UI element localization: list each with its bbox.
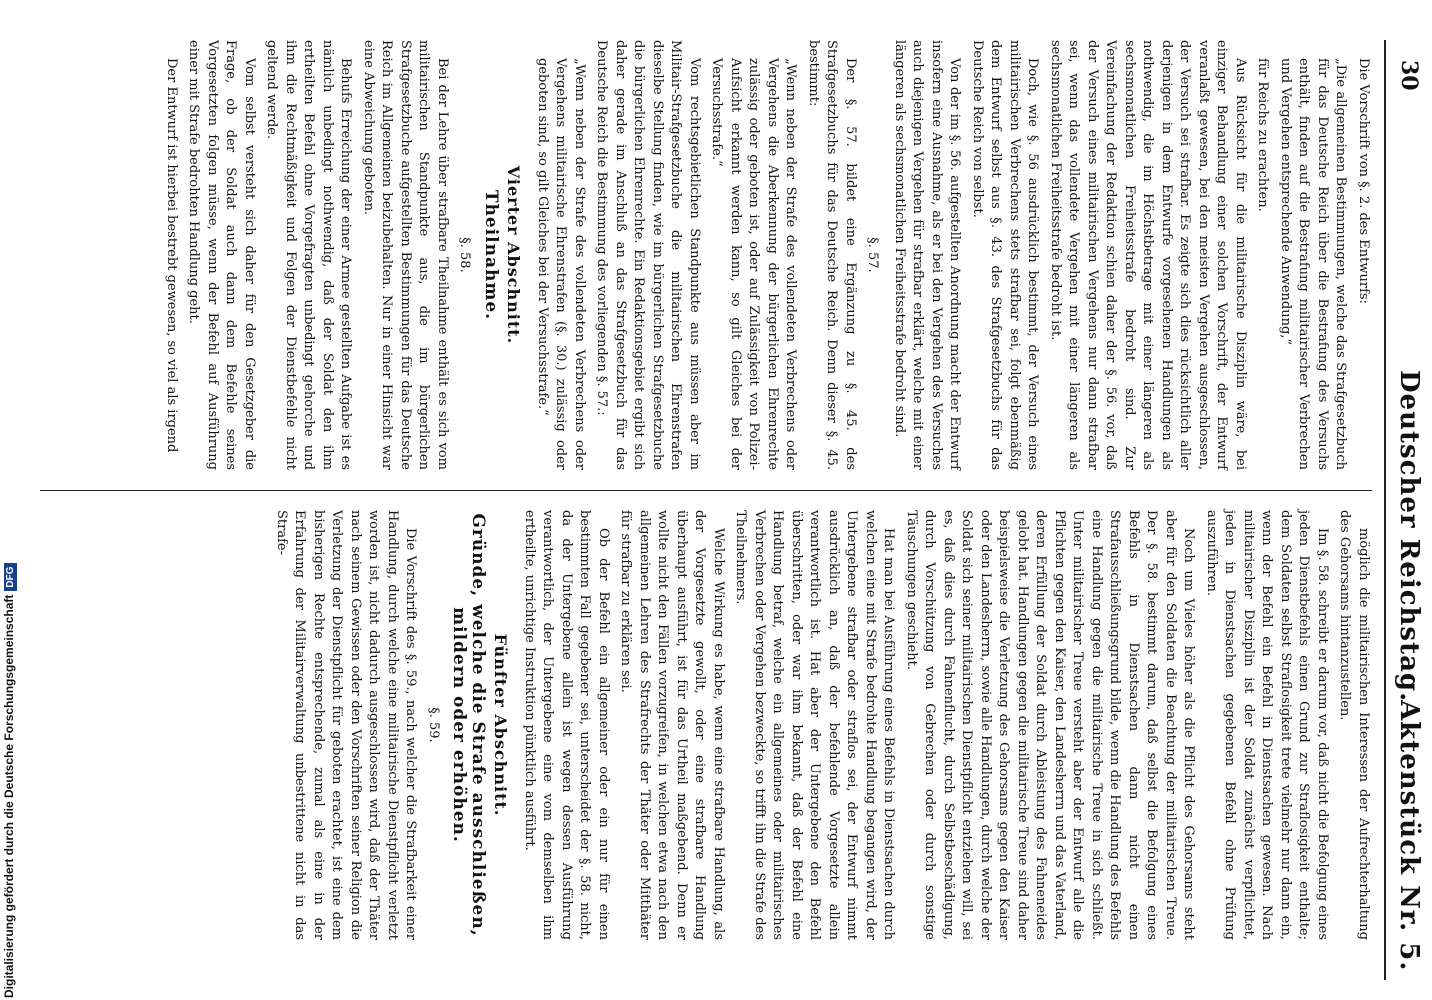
part-heading: Vierter Abschnitt. [504,165,524,345]
part-subheading: Theilnahme. [481,189,501,321]
document-reference: Aktenstück Nr. 5. [1394,700,1424,972]
section-heading: §. 57. [865,237,881,273]
right-column [268,510,1373,940]
paragraph: Vom selbst versteht sich daher für den Gesetzgeber die Frage, ob der Soldat auch dann dem Befehle seines Vorgesetzten folgen müsse, wenn der Befehl auf Ausführung einer mit Strafe bedrohten Handlung geht. [186,40,257,470]
paragraph: Die Vorschrift des §. 59., nach welcher die Strafbarkeit einer Handlung, durch welche eine militairische Dienstpflicht verletzt worden ist, nicht dadurch ausgeschlossen wird, daß der Thäter nach seinem Gewissen oder den Vorschriften seiner Religion die Verletzung der Dienstpflicht für geboten erachtet, ist eine dem bisherigen Rechte entsprechende, zumal als eine in der Erfahrung der Militairverwaltung unbestrittene nicht in das Strafe- [274,510,419,940]
paragraph: Vom rechtsgebietlichen Standpunkte aus müssen aber im Militair-Strafgesetzbuche die militairischen Ehrenstrafen dieselbe Stellung finden, wie im bürgerlichen Strafgesetzbuche die bürgerlichen Ehrenrechte. Ein Redaktionsgebiet ergibt sich daher gerade im Anschluß an das Strafgesetzbuch für das Deutsche Reich die Bestimmung des vorliegenden §. 57.: [594,40,702,470]
paragraph: Hat man bei Ausführung eines Befehls in Dienstsachen durch welchen eine mit Strafe bedrohte Handlung begangen wird, der Untergebene strafbar oder straflos sei, der Entwurf nimmt ausdrücklich an, daß der befehlende Vorgesetzte allein verantwortlich ist. Hat aber der Untergebene den Befehl überschritten, oder war ihm bekannt, daß der Befehl eine Handlung betraf, welche ein allgemeines oder militairisches Verbrechen oder Vergehen bezweckte, so trifft ihn die Strafe des Theilnehmers. [733,510,897,940]
paragraph: Aus Rücksicht für die militairische Disziplin wäre, bei einziger Behandlung einer solchen Vorschrift, der Entwurf veranlaßt gewesen, bei den meisten Vergehen ausgeschlossen, der Versuch sei strafbar. Es zeigte sich dies rücksichtlich aller derjenigen in dem Entwurfe vorgesehenen Handlungen als nothwendig, die im Höchstbetrage mit einer längeren als sechsmonatlichen Freiheitsstrafe bedroht sind. Zur Vereinfachung der Redaktion schien daher der §. 56. vor, daß der Versuch eines militairischen Vergehens nur dann strafbar sei, wenn das vollendete Vergehen mit einer längeren als sechsmonatlichen Freiheitsstrafe bedroht ist. [1048,40,1248,470]
paragraph: Ob der Befehl ein allgemeiner oder ein nur für einen bestimmten Fall gegebener sei, unterscheidet der §. 58. nicht, da der Untergebene allein ist wegen dessen Ausführung verantwortlich, der Untergebene eine vom demselben ihm ertheilte, unrichtige Instruktion pünktlich ausführt. [522,510,611,940]
quote-paragraph: „Wenn neben der Strafe des vollendeten Verbrechens oder Vergehens militairische Ehrenstrafen (§. 30.) zulässig oder geboten sind, so gilt Gleiches bei der Versuchsstrafe.“ [535,58,587,470]
paragraph: Behufs Erreichung der einer Armee gestellten Aufgabe ist es nämlich unbedingt nothwendig, daß der Soldat den ihm ertheilten Befehl ohne Vorgefragten unbedingt gehorche und ihm die Rechtmäßigkeit und Folgen der Dienstbefehle nicht geltend werde. [264,40,354,470]
left-column [158,40,1373,470]
paragraph: Von der im §. 56. aufgestellten Anordnung macht der Entwurf insofern eine Ausnahme, als er bei den Vergehen des Versuches auch diejenigen Vergehen für strafbar erklärt, welche mit einer längeren als sechsmonatlichen Freiheitsstrafe bedroht sind. [892,40,963,470]
quote-paragraph: „Die allgemeinen Bestimmungen, welche das Strafgesetzbuch für das Deutsche Reich über die Bestrafung des Versuchs enthält, finden auf die Bestrafung militairischer Verbrechen und Vergehen entsprechende Anwendung,“ [1278,58,1349,470]
digitization-credit-strip [0,0,22,1000]
section-heading: §. 59. [426,707,441,743]
header-rule [1384,40,1386,980]
paragraph: Die Vorschrift von §. 2. des Entwurfs: [1356,58,1371,304]
part-subheading: Gründe, welche die Strafe ausschließen, mildern oder erhöhen. [449,513,488,937]
paragraph: Noch um Vieles höher als die Pflicht des Gehorsams steht aber für den Soldaten die Beachtung der militairischen Treue. Der §. 58. bestimmt darum, daß selbst die Befolgung eines Befehls in Dienstsachen dann nicht einen Strafausschließungsgrund bilde, wenn die Handlung des Befehls eine Handlung gegen die militairische Treue in sich schließt. Unter militairischer Treue versteht aber der Entwurf alle die Pflichten gegen den Kaiser, den Landesherrn und das Vaterland, deren Erfüllung der Soldat durch Ableistung des Fahneneides gelobt hat. Handlungen gegen die militairische Treue sind daher beispielsweise die Verletzung des Gehorsams gegen den Kaiser oder den Landesherrn, sowie alle Handlungen, durch welche der Soldat sich seiner militairischen Dienstpflicht entziehen will, sei es, daß dies durch Fahnenflucht, durch Selbstbeschädigung, durch Vorschützung von Gebrechen oder durch sonstige Täuschungen geschieht. [904,510,1197,940]
page-title: Deutscher Reichstag. [1394,370,1424,703]
paragraph: Der Entwurf ist hierbei bestrebt gewesen, so viel als irgend [164,58,179,453]
section-heading: §. 58. [457,237,473,273]
paragraph: Bei der Lehre über strafbare Theilnahme enthält es sich vom militairischen Standpunkte aus, die im bürgerlichen Strafgesetzbuche aufgestellten Bestimmungen für das Deutsche Reich im Allgemeinen beizubehalten. Nur in einer Hinsicht war eine Abweichung geboten. [361,40,450,470]
paragraph: für Reichs zu erachten. [1255,58,1271,212]
paragraph: Welche Wirkung es habe, wenn eine strafbare Handlung, als der Vorgesetzte gewollt, oder eine strafbare Handlung überhaupt ausführt, ist für das Urtheil maßgebend. Denn er wollte nicht den Fällen vorzugreifen, in welchen etwa nach den allgemeinen Lehren des Strafrechts der Thäter oder Mitthäter für strafbar zu erklären sei. [618,510,726,940]
part-heading: Fünfter Abschnitt. [491,633,511,817]
quote-paragraph: „Wenn neben der Strafe des vollendeten Verbrechens oder Vergehens die Aberkennung der bürgerlichen Ehrenrechte zulässig oder geboten ist, oder auf Zulässigkeit von Polizei-Aufsicht erkannt werden kann, so gilt Gleiches bei der Versuchsstrafe.“ [709,58,799,470]
digitization-credit [2,563,17,998]
paragraph: Doch, wie §. 56 ausdrücklich bestimmt, der Versuch eines militairischen Verbrechens stets strafbar sei, folgt ebenmäßig dem Entwurf selbst aus §. 43. des Strafgesetzbuchs für das Deutsche Reich von selbst. [970,40,1041,470]
paragraph: Der §. 57. bildet eine Ergänzung zu §. 45. des Strafgesetzbuchs für das Deutsche Reich. Denn dieser §. 45. bestimmt: [806,40,858,470]
dfg-logo: DFG [4,563,17,590]
paragraph: Im §. 58. schreibt er darum vor, daß nicht die Befolgung eines jeden Dienstbefehls einen Grund zur Straflosigkeit enthalte; dem Soldaten selbst Straflosigkeit trete vielmehr nur dann ein, wenn der Befehl ein Befehl in Dienstsachen gewesen. Nach militairischer Disziplin ist der Soldat zunächst verpflichtet, jeden in Dienstsachen gegebenen Befehl ohne Prüfung auszuführen. [1204,510,1330,940]
paragraph: möglich die militairischen Interessen der Aufrechterhaltung des Gehorsams hintanzustellen. [1337,510,1371,940]
column-divider [40,490,1372,491]
credit-text: Digitalisierung gefördert durch die Deutsche Forschungsgemeinschaft [2,594,16,998]
page-number: 30 [1396,60,1422,91]
